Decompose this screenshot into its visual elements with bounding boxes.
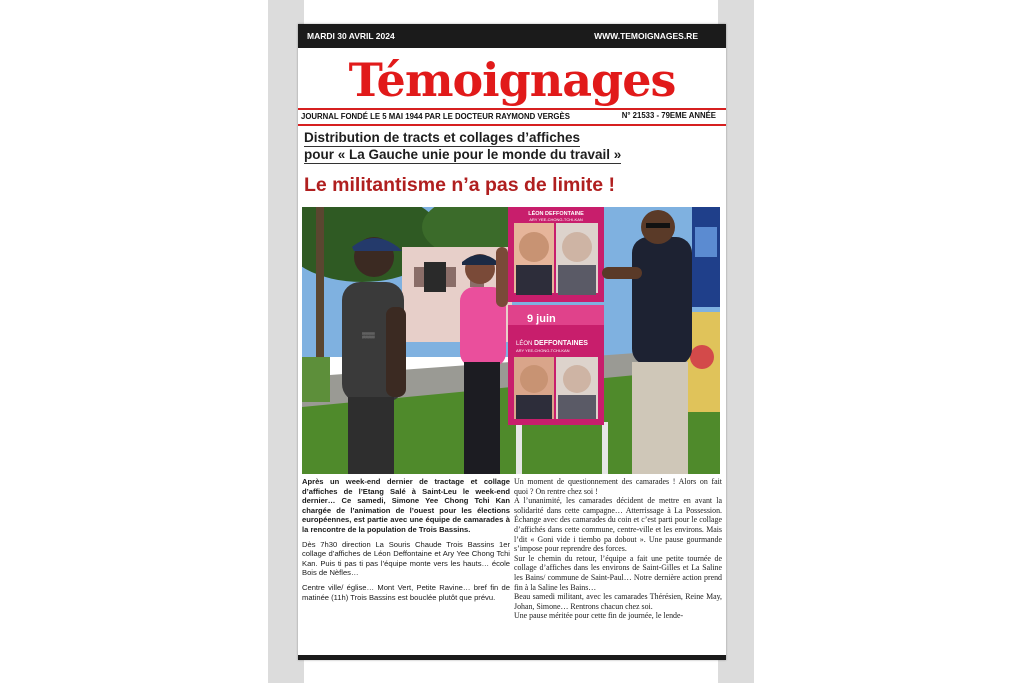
article-paragraph: Dès 7h30 direction La Souris Chaude Trois Bassins 1er collage d’affiches de Léon Deffontaine et Ary Yee Chong Tchi Kan. Puis ti pas ti pas l’équipe monte vers les hauts… école Bois de Nèfles… [302,539,510,578]
subline-rule [298,124,726,126]
article-paragraph: Centre ville/ église… Mont Vert, Petite Ravine… bref fin de matinée (11h) Trois Bassins est bouclée plutôt que prévu. [302,582,510,602]
poster-name-first: LÉON [516,341,533,347]
article-lead: Après un week-end dernier de tractage et collage d’affiches de l’Etang Salé à Saint-Leu le week-end dernier… Ce samedi, Simone Yee Chong Tchi Kan chargée de l’animation de l’ouest pour les élections européennes, est partie avec une équipe de camarades à la rencontre de la population de Trois Bassins. [302,477,510,534]
article-photo [302,207,720,474]
campaign-poster-top [508,207,604,302]
kicker-line-1: Distribution de tracts et collages d’affiches [304,130,581,145]
article-column-right [514,477,722,621]
board-post-right [602,422,608,474]
website-link[interactable]: WWW.TEMOIGNAGES.RE [594,31,698,41]
svg-text:▒▒▒: ▒▒▒ [362,333,375,339]
top-bar [298,24,726,48]
sign-board [424,262,446,292]
bottom-bar [298,655,726,660]
poster-sub: ARY YEE-CHONG-TCHI-KAN [516,348,570,353]
board-post-left [516,422,522,474]
poster-date: 9 juin [527,313,556,325]
article-paragraph: Un moment de questionnement des camarades ! Alors on fait quoi ? On rentre chez soi ! [514,477,722,496]
masthead-rule [298,108,726,110]
newspaper-page [298,24,726,660]
article-paragraph: Sur le chemin du retour, l’équipe a fait une petite tournée de collage d’affiches dans les environs de Saint-Gilles et La Saline les Bains/ commune de Saint-Paul… Notre dernière action prend fin à la Saline les Bains… [514,553,722,592]
campaign-poster-bottom [508,305,604,425]
article-paragraph: Beau samedi militant, avec les camarades Thérésien, Reine May, Johan, Simone… Rentrons chacun chez soi. [514,592,722,611]
poster-top-name: LÉON DEFFONTAINE [528,211,584,217]
issue-number: N° 21533 - 79EME ANNÉE [621,111,716,120]
kicker-line-2: pour « La Gauche unie pour le monde du travail » [304,147,622,162]
article-paragraph: A l’unanimité, les camarades décident de mettre en avant la solidarité dans cette campagne… Atterrissage à La Possession. Échange avec des camarades du coin et c’est parti pour le collage d’affichés dans cette commune, centre-ville et les environs. Mais l’dit « Goni vide i tiembo pa dobout ». Une pause gourmande s’impose pour reprendre des forces. [514,496,722,554]
poster-top-sub: ARY YEE-CHONG-TCHI-KAN [529,217,583,222]
founded-text: JOURNAL FONDÉ LE 5 MAI 1944 PAR LE DOCTEUR RAYMOND VERGÈS [301,112,570,121]
issue-date: MARDI 30 AVRIL 2024 [307,31,395,41]
photo-illustration [302,207,720,474]
article-kicker [304,130,714,164]
masthead-title: Témoignages [348,53,676,107]
poster-name-last: DEFFONTAINES [534,340,588,347]
pole [316,207,324,357]
article-headline: Le militantisme n’a pas de limite ! [304,174,616,196]
masthead-subline [298,112,726,124]
article-paragraph: Une pause méritée pour cette fin de journée, le lende- [514,611,684,621]
article-column-left [302,477,510,607]
